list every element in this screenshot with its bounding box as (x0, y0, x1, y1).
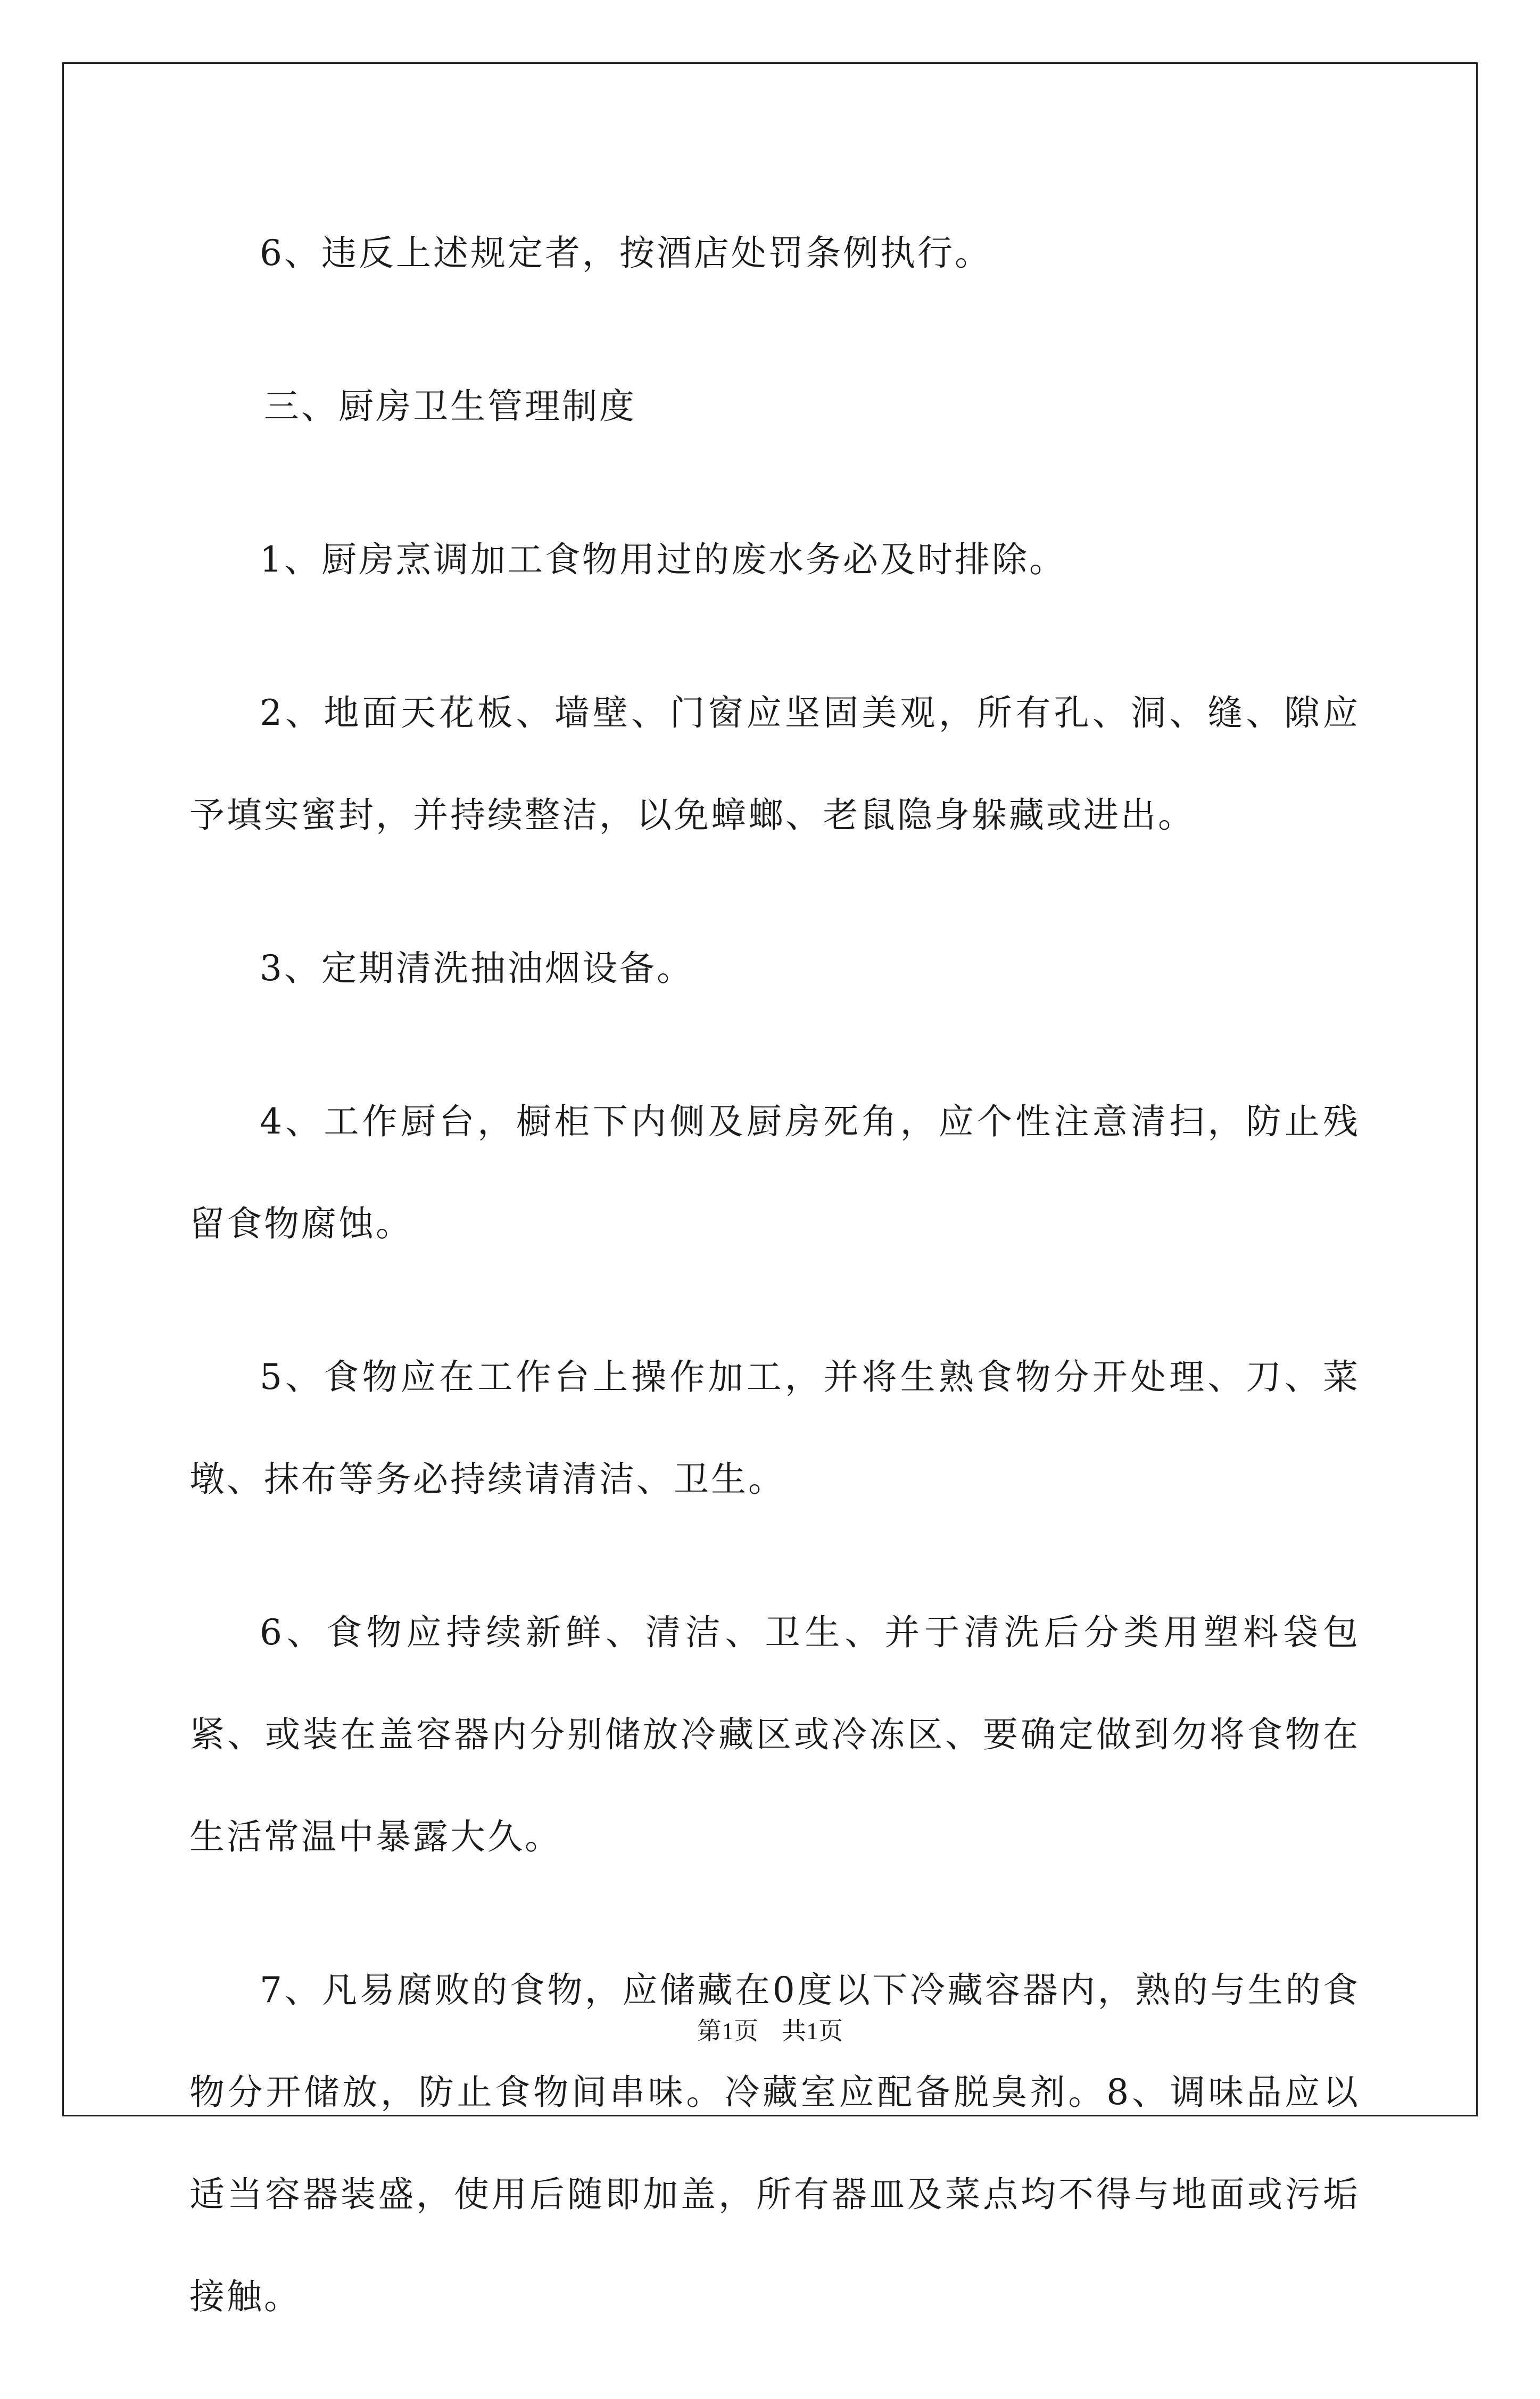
document-body (189, 202, 1360, 2399)
paragraph-rule-4: 4、工作厨台，橱柜下内侧及厨房死角，应个性注意清扫，防止残留食物腐蚀。 (189, 1101, 1360, 1244)
paragraph-rule-6: 6、食物应持续新鲜、清洁、卫生、并于清洗后分类用塑料袋包紧、或装在盖容器内分别储放冷藏区或冷冻区、要确定做到勿将食物在生活常温中暴露大久。 (189, 1612, 1360, 1857)
paragraph-rule-7-8: 7、凡易腐败的食物，应储藏在0度以下冷藏容器内，熟的与生的食物分开储放，防止食物间串味。冷藏室应配备脱臭剂。8、调味品应以适当容器装盛，使用后随即加盖，所有器皿及菜点均不得与地面或污垢接触。 (189, 1970, 1360, 2317)
paragraph-rule-5: 5、食物应在工作台上操作加工，并将生熟食物分开处理、刀、菜墩、抹布等务必持续请清洁、卫生。 (189, 1356, 1360, 1500)
paragraph-rule-6-penalty: 6、违反上述规定者，按酒店处罚条例执行。 (260, 233, 992, 274)
page-footer (0, 2015, 1540, 2047)
section-heading-kitchen-hygiene: 三、厨房卫生管理制度 (264, 386, 636, 427)
paragraph-rule-3: 3、定期清洗抽油烟设备。 (260, 948, 694, 989)
page-number: 第1页 (697, 2017, 758, 2045)
paragraph-rule-1: 1、厨房烹调加工食物用过的废水务必及时排除。 (260, 539, 1066, 580)
page-total: 共1页 (782, 2017, 843, 2045)
paragraph-rule-2: 2、地面天花板、墙壁、门窗应坚固美观，所有孔、洞、缝、隙应予填实蜜封，并持续整洁，以免蟑螂、老鼠隐身躲藏或进出。 (189, 692, 1360, 835)
